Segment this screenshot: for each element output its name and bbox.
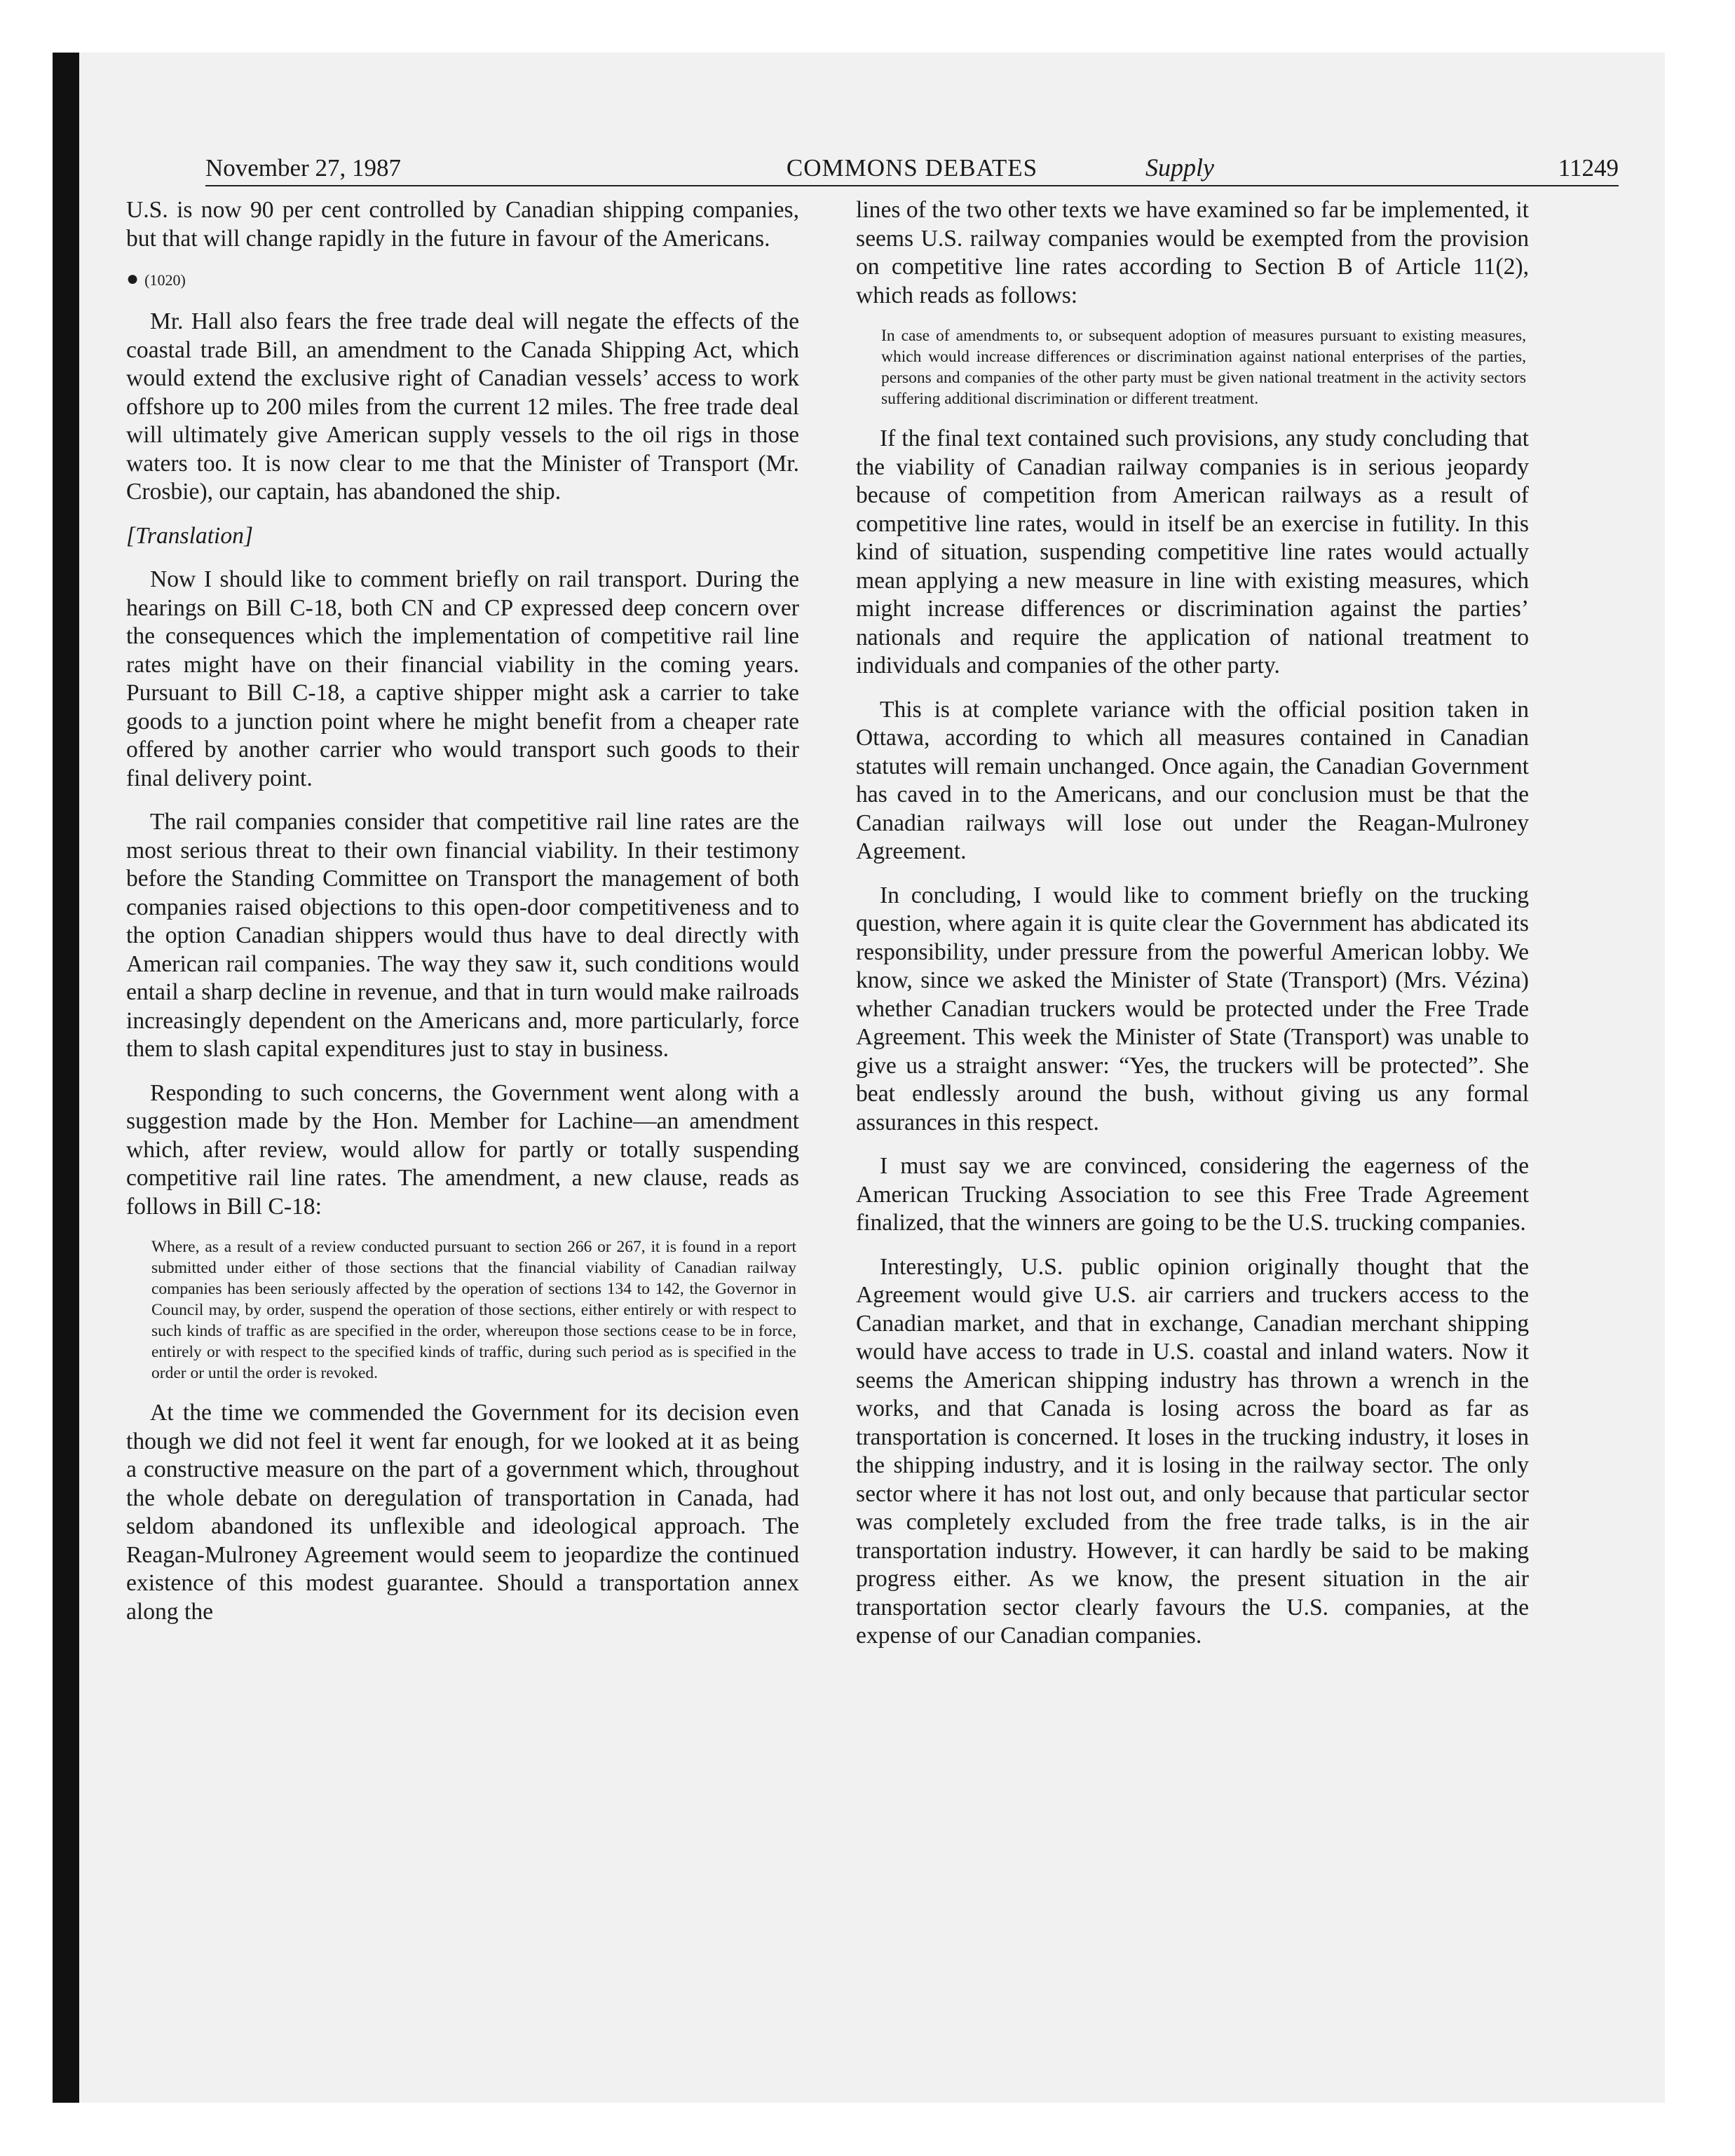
article-quote: In case of amendments to, or subsequent adoption of measures pursuant to existing measures, which would increase differences or discrimination against national enterprises of the parties, persons and companies of the other party must be given national treatment in the activity sectors suffering additional discrimination or different treatment. (881, 327, 1526, 408)
right-paragraph-2: If the final text contained such provisions, any study concluding that the viability of Canadian railway companies is in serious jeopardy because of competition from American railways as a result of competitive line rates, would in itself be an exercise in futility. In this kind of situation, suspending competitive line rates would actually mean applying a new measure in line with existing measures, which might increase differences or discrimination against the parties’ nationals and require the application of national treatment to individuals and companies of the other party. (856, 425, 1529, 678)
right-paragraph-6: Interestingly, U.S. public opinion originally thought that the Agreement would give U.S. air carriers and truckers access to the Canadian market, and that in exchange, Canadian merchant shipping would have access to trade in U.S. coastal and inland waters. Now it seems the American shipping industry has thrown a wrench in the works, and that Canada is losing across the board as far as transportation is concerned. It loses in the trucking industry, it loses in the shipping industry, and it is losing in the railway sector. The only sector where it has not lost out, and only because that particular sector was completely excluded from the free trade talks, is in the air transportation industry. However, it can hardly be said to be making progress either. As we know, the present situation in the air transportation sector clearly favours the U.S. companies, at the expense of our Canadian companies. (856, 1253, 1529, 1649)
left-paragraph-4: The rail companies consider that competitive rail line rates are the most serious threat to their own financial viability. In their testimony before the Standing Committee on Transport the management of both companies raised objections to this open-door competitiveness and to the option Canadian shippers would thus have to deal directly with American rail companies. The way they saw it, such conditions would entail a sharp decline in revenue, and that in turn would make railroads increasingly dependent on the Americans and, more particularly, force them to slash capital expenditures just to stay in business. (126, 809, 799, 1062)
time-marker (126, 268, 799, 291)
right-column (856, 196, 1529, 1666)
time-marker-text: (1020) (144, 271, 186, 289)
left-paragraph-6: At the time we commended the Government for its decision even though we did not feel it went far enough, for we looked at it as being a constructive measure on the part of a government which, throughout the whole debate on deregulation of transportation in Canada, had seldom abandoned its unflexible and ideological approach. The Reagan-Mulroney Agreement would seem to jeopardize the continued existence of this modest guarantee. Should a transportation annex along the (126, 1400, 799, 1625)
left-paragraph-5: Responding to such concerns, the Government went along with a suggestion made by the Hon. Member for Lachine—an amendment which, after review, would allow for partly or totally suspending competitive rail line rates. The amendment, a new clause, reads as follows in Bill C-18: (126, 1079, 799, 1220)
left-paragraph-1: U.S. is now 90 per cent controlled by Canadian shipping companies, but that will change rapidly in the future in favour of the Americans. (126, 197, 799, 252)
header-title: COMMONS DEBATES (786, 154, 1038, 182)
section-heading: Supply (1145, 153, 1214, 182)
right-paragraph-5: I must say we are convinced, considering the eagerness of the American Trucking Association to see this Free Trade Agreement finalized, that the winners are going to be the U.S. trucking companies. (856, 1153, 1529, 1236)
right-paragraph-4: In concluding, I would like to comment briefly on the trucking question, where again it is quite clear the Government has abdicated its responsibility, under pressure from the powerful American lobby. We know, since we asked the Minister of State (Transport) (Mrs. Vézina) whether Canadian truckers would be protected under the Free Trade Agreement. This week the Minister of State (Transport) was unable to give us a straight answer: “Yes, the truckers will be protected”. She beat endlessly around the bush, without giving us any formal assurances in this respect. (856, 882, 1529, 1135)
header-date: November 27, 1987 (205, 154, 401, 182)
right-paragraph-3: This is at complete variance with the official position taken in Ottawa, according to which all measures contained in Canadian statutes will remain unchanged. Once again, the Canadian Government has caved in to the Americans, and our conclusion must be that the Canadian railways will lose out under the Reagan-Mulroney Agreement. (856, 696, 1529, 864)
bullet-icon: ● (126, 267, 140, 290)
left-column (126, 196, 799, 1642)
left-paragraph-3: Now I should like to comment briefly on rail transport. During the hearings on Bill C-18, both CN and CP expressed deep concern over the consequences which the implementation of competitive rail line rates might have on their financial viability in the coming years. Pursuant to Bill C-18, a captive shipper might ask a carrier to take goods to a junction point where he might benefit from a cheaper rate offered by another carrier who would transport such goods to their final delivery point. (126, 566, 799, 791)
header-page-number: 11249 (1558, 154, 1619, 182)
translation-label: [Translation] (126, 522, 254, 549)
left-paragraph-2: Mr. Hall also fears the free trade deal will negate the effects of the coastal trade Bill, an amendment to the Canada Shipping Act, which would extend the exclusive right of Canadian vessels’ access to work offshore up to 200 miles from the current 12 miles. The free trade deal will ultimately give American supply vessels to the oil rigs in those waters too. It is now clear to me that the Minister of Transport (Mr. Crosbie), our captain, has abandoned the ship. (126, 308, 799, 505)
right-paragraph-1: lines of the two other texts we have examined so far be implemented, it seems U.S. railway companies would be exempted from the provision on competitive line rates according to Section B of Article 11(2), which reads as follows: (856, 197, 1529, 308)
bill-quote: Where, as a result of a review conducted pursuant to section 266 or 267, it is found in a report submitted under either of those sections that the financial viability of Canadian railway companies has been seriously affected by the operation of sections 134 to 142, the Governor in Council may, by order, suspend the operation of those sections, either entirely or with respect to such kinds of traffic as are specified in the order, whereupon those sections cease to be in force, entirely or with respect to the specified kinds of traffic, during such period as is specified in the order or until the order is revoked. (151, 1238, 796, 1382)
